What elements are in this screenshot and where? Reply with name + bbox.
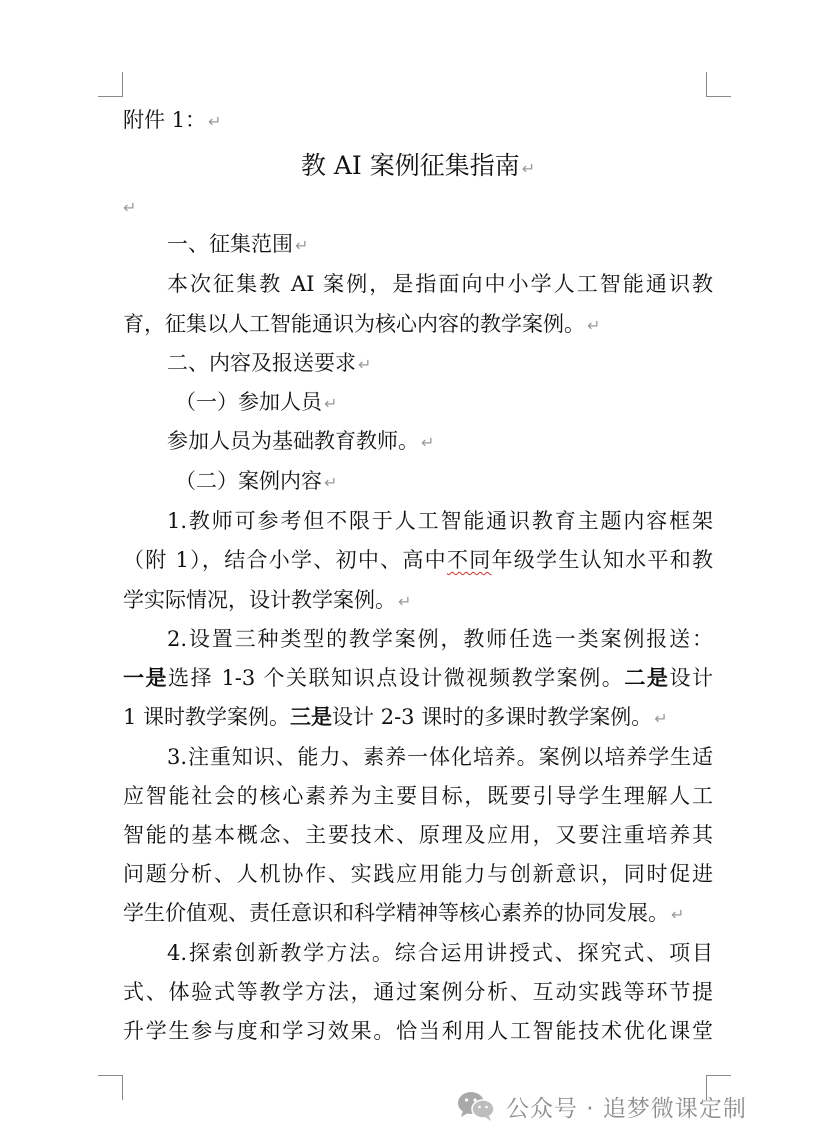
paragraph-line: 育，征集以人工智能通识为核心内容的教学案例。 ↵ (123, 312, 601, 336)
paragraph-mark: ↵ (208, 112, 222, 131)
watermark (456, 1088, 747, 1124)
paragraph-mark: ↵ (358, 355, 372, 374)
paragraph-mark: ↵ (421, 433, 435, 452)
subsection-heading-2: （二）案例内容 ↵ (175, 469, 338, 493)
paragraph-line: 升学生参与度和学习效果。恰当利用人工智能技术优化课堂 (123, 1019, 713, 1043)
spellcheck-underline: 不同 (446, 548, 492, 572)
paragraph-line: 4.探索创新教学方法。综合运用讲授式、探究式、项目 (167, 941, 713, 965)
paragraph-mark: ↵ (671, 905, 685, 924)
attachment-label: 附件 1： ↵ (123, 108, 222, 132)
paragraph-line: 智能的基本概念、主要技术、原理及应用，又要注重培养其 (123, 823, 713, 847)
paragraph-mark: ↵ (587, 316, 601, 335)
paragraph-line: 一是选择 1-3 个关联知识点设计微视频教学案例。二是设计 (123, 665, 714, 690)
section-heading-2: 二、内容及报送要求 ↵ (167, 351, 372, 375)
subsection-heading-1: （一）参加人员 ↵ (175, 390, 338, 414)
paragraph-mark: ↵ (123, 198, 137, 217)
paragraph-line: 2.设置三种类型的教学案例，教师任选一类案例报送： (167, 627, 713, 651)
paragraph-line: 参加人员为基础教育教师。 ↵ (167, 429, 435, 453)
wechat-icon (456, 1090, 496, 1122)
paragraph-line: 式、体验式等教学方法，通过案例分析、互动实践等环节提 (123, 980, 713, 1004)
watermark-text: 公众号 · 追梦微课定制 (506, 1095, 747, 1122)
paragraph-line: 1 课时教学案例。三是设计 2-3 课时的多课时教学案例。 ↵ (123, 704, 668, 729)
paragraph-line: 问题分析、人机协作、实践应用能力与创新意识，同时促进 (123, 862, 713, 886)
paragraph-mark: ↵ (654, 709, 668, 728)
document-title: 教 AI 案例征集指南 ↵ (300, 151, 536, 180)
empty-paragraph (123, 192, 713, 222)
paragraph-line: （附 1），结合小学、初中、高中不同年级学生认知水平和教 (123, 548, 713, 572)
paragraph-line: 应智能社会的核心素养为主要目标，既要引导学生理解人工 (123, 784, 713, 808)
paragraph-mark: ↵ (521, 159, 536, 178)
paragraph-mark: ↵ (324, 394, 338, 413)
paragraph-mark: ↵ (398, 592, 412, 611)
paragraph-mark: ↵ (295, 236, 309, 255)
paragraph-line: 1.教师可参考但不限于人工智能通识教育主题内容框架 (167, 509, 713, 533)
section-heading-1: 一、征集范围 ↵ (167, 232, 309, 256)
paragraph-mark: ↵ (324, 473, 338, 492)
paragraph-line: 本次征集教 AI 案例，是指面向中小学人工智能通识教 (167, 272, 713, 296)
paragraph-line: 3.注重知识、能力、素养一体化培养。案例以培养学生适 (167, 745, 713, 769)
paragraph-line: 学生价值观、责任意识和科学精神等核心素养的协同发展。 ↵ (123, 901, 685, 925)
paragraph-line: 学实际情况，设计教学案例。 ↵ (123, 588, 412, 612)
